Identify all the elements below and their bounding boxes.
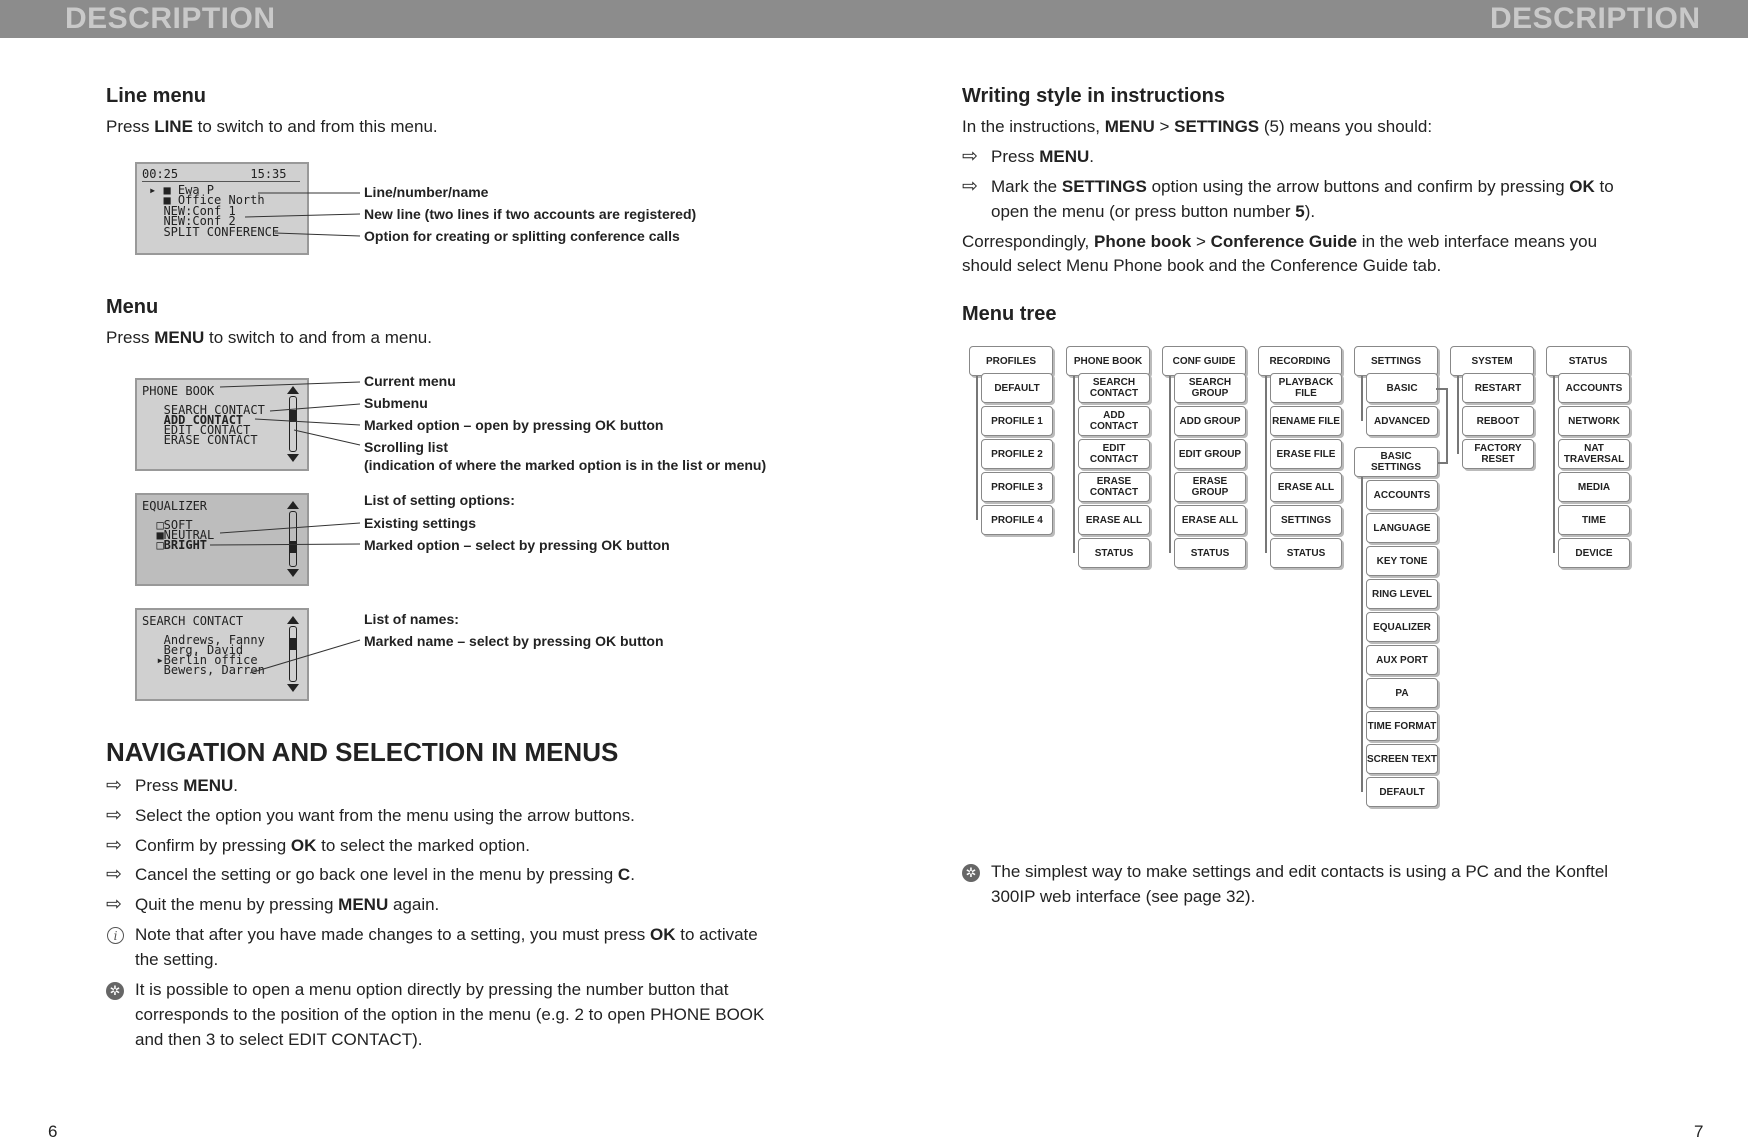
tree-item-language: LANGUAGE [1366,513,1438,543]
tree-item-edit-contact: EDIT CONTACT [1078,439,1150,469]
tree-item-erase-all: ERASE ALL [1078,505,1150,535]
tree-item-default: DEFAULT [981,373,1053,403]
nav-title: NAVIGATION AND SELECTION IN MENUS [106,737,619,767]
label-existing-settings: Existing settings [364,515,477,531]
label-new-line: New line (two lines if two accounts are registered) [364,206,697,222]
label-current-menu: Current menu [364,373,456,389]
nav-bullet-5: ⇨ Quit the menu by pressing MENU again. [106,894,440,915]
label-list-of-names: List of names: [364,611,459,627]
label-submenu: Submenu [364,395,428,411]
tree-item-network: NETWORK [1558,406,1630,436]
tree-item-pa: PA [1366,678,1438,708]
tree-item-erase-contact: ERASE CONTACT [1078,472,1150,502]
tree-item-status: STATUS [1270,538,1342,568]
correspondingly-text: Correspondingly, Phone book > Conference Guide in the web interface means you [962,232,1598,251]
tree-item-erase-all: ERASE ALL [1174,505,1246,535]
tree-head-basic-settings: BASIC SETTINGS [1354,447,1438,477]
tree-item-settings: SETTINGS [1270,505,1342,535]
equalizer-display: EQUALIZER □SOFT ■NEUTRAL □BRIGHT [135,493,309,586]
tree-item-time-format: TIME FORMAT [1366,711,1438,741]
nav-bullet-1: ⇨ Press MENU. [106,775,238,796]
tree-item-ring-level: RING LEVEL [1366,579,1438,609]
label-marked-option-select: Marked option – select by pressing OK button [364,537,670,553]
page-number-right: 7 [1694,1122,1704,1141]
tree-item-add-group: ADD GROUP [1174,406,1246,436]
arrow-icon: ⇨ [962,176,978,197]
menu-text: Press MENU to switch to and from a menu. [106,328,432,347]
tree-item-key-tone: KEY TONE [1366,546,1438,576]
label-scrolling-list: Scrolling list [364,439,449,455]
nav-bullet-4: ⇨ Cancel the setting or go back one level in the menu by pressing C. [106,864,635,885]
header-left: DESCRIPTION [65,2,276,35]
tree-item-reboot: REBOOT [1462,406,1534,436]
line-menu-display: 00:25 15:35 ▸ ■ Ewa P ■ Office North NEW:Conf 1 NEW:Conf 2 SPLIT CONFERENCE [135,162,309,255]
tree-item-profile-4: PROFILE 4 [981,505,1053,535]
tree-item-aux-port: AUX PORT [1366,645,1438,675]
arrow-icon: ⇨ [106,835,122,856]
tree-head-settings: SETTINGS [1354,346,1438,376]
tree-item-profile-3: PROFILE 3 [981,472,1053,502]
tree-item-basic: BASIC [1366,373,1438,403]
writing-bullet-1: ⇨ Press MENU. [962,146,1094,167]
phone-book-display: PHONE BOOK SEARCH CONTACT ADD CONTACT EDIT CONTACT ERASE CONTACT [135,378,309,471]
label-marked-name: Marked name – select by pressing OK button [364,633,664,649]
page-number-left: 6 [48,1122,58,1141]
tree-item-device: DEVICE [1558,538,1630,568]
tree-head-recording: RECORDING [1258,346,1342,376]
tree-item-media: MEDIA [1558,472,1630,502]
tree-head-phone-book: PHONE BOOK [1066,346,1150,376]
search-contact-display: SEARCH CONTACT Andrews, Fanny Berg, David ▸Berlin office Bewers, Darren [135,608,309,701]
nav-bullet-3: ⇨ Confirm by pressing OK to select the marked option. [106,835,530,856]
label-line-number-name: Line/number/name [364,184,489,200]
writing-intro: In the instructions, MENU > SETTINGS (5) means you should: [962,117,1433,136]
writing-style-title: Writing style in instructions [962,85,1225,107]
tree-head-conf-guide: CONF GUIDE [1162,346,1246,376]
header-right: DESCRIPTION [1490,2,1701,35]
tree-item-edit-group: EDIT GROUP [1174,439,1246,469]
label-scrolling-indication: (indication of where the marked option is in the list or menu) [364,457,767,473]
label-conference-option: Option for creating or splitting conference calls [364,228,680,244]
menu-title: Menu [106,296,159,318]
arrow-icon: ⇨ [106,775,122,796]
arrow-icon: ⇨ [962,146,978,167]
info-icon: i [107,927,124,944]
tree-item-erase-all: ERASE ALL [1270,472,1342,502]
tree-item-factory-reset: FACTORY RESET [1462,439,1534,469]
tip-icon: ✲ [106,982,124,1000]
tree-item-search-contact: SEARCH CONTACT [1078,373,1150,403]
tree-item-screen-text: SCREEN TEXT [1366,744,1438,774]
tree-item-status: STATUS [1174,538,1246,568]
nav-bullet-2: ⇨ Select the option you want from the menu using the arrow buttons. [106,805,635,826]
tree-item-erase-file: ERASE FILE [1270,439,1342,469]
arrow-icon: ⇨ [106,894,122,915]
writing-bullet-2: ⇨ Mark the SETTINGS option using the arrow buttons and confirm by pressing OK to open the menu (or press button number 5). [962,176,1614,221]
correspondingly-text-2: should select Menu Phone book and the Conference Guide tab. [962,256,1442,275]
menu-tree-title: Menu tree [962,303,1057,325]
label-setting-options: List of setting options: [364,492,515,508]
tree-item-playback-file: PLAYBACK FILE [1270,373,1342,403]
line-menu-title: Line menu [106,85,207,107]
tree-item-restart: RESTART [1462,373,1534,403]
arrow-icon: ⇨ [106,805,122,826]
arrow-icon: ⇨ [106,864,122,885]
tree-head-profiles: PROFILES [969,346,1053,376]
label-marked-option: Marked option – open by pressing OK button [364,417,664,433]
tree-item-search-group: SEARCH GROUP [1174,373,1246,403]
tree-head-status: STATUS [1546,346,1630,376]
tree-item-profile-2: PROFILE 2 [981,439,1053,469]
tree-item-accounts: ACCOUNTS [1366,480,1438,510]
tip-icon: ✲ [962,864,980,882]
tree-item-advanced: ADVANCED [1366,406,1438,436]
tree-item-profile-1: PROFILE 1 [981,406,1053,436]
tree-item-status: STATUS [1078,538,1150,568]
menu-tree-tip: ✲ The simplest way to make settings and edit contacts is using a PC and the Konftel 300IP web interface (see page 32). [962,860,1662,910]
line-menu-text: Press LINE to switch to and from this menu. [106,117,438,136]
tree-head-system: SYSTEM [1450,346,1534,376]
tree-item-accounts: ACCOUNTS [1558,373,1630,403]
tree-item-time: TIME [1558,505,1630,535]
nav-note: i Note that after you have made changes to a setting, you must press OK to activate the setting. [106,923,806,973]
tree-item-rename-file: RENAME FILE [1270,406,1342,436]
nav-tip: ✲ It is possible to open a menu option directly by pressing the number button that corresponds to the position of the option in the menu (e.g. 2 to open PHONE BOOK and then 3 to select EDIT CONTACT). [106,978,806,1054]
tree-item-erase-group: ERASE GROUP [1174,472,1246,502]
tree-item-equalizer: EQUALIZER [1366,612,1438,642]
tree-item-nat-traversal: NAT TRAVERSAL [1558,439,1630,469]
tree-item-add-contact: ADD CONTACT [1078,406,1150,436]
tree-item-default: DEFAULT [1366,777,1438,807]
